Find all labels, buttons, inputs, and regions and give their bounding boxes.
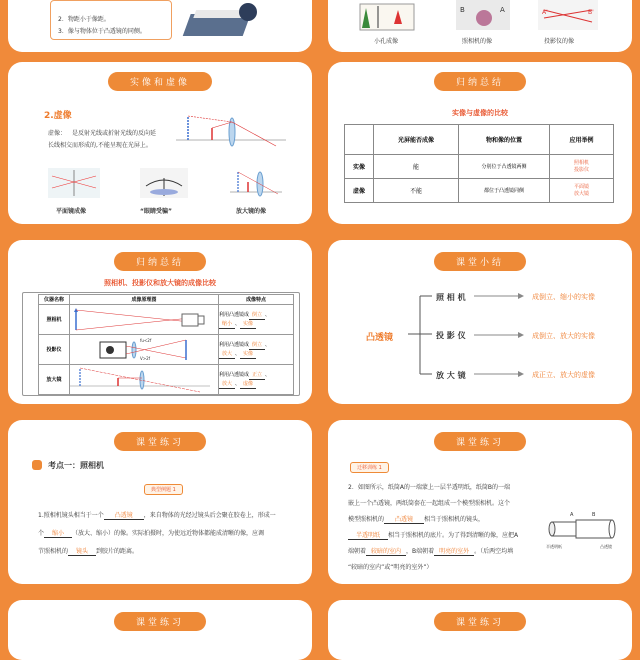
table-subtitle: 实像与虚像的比较 (452, 109, 508, 117)
projector-diagram-cell (70, 335, 219, 365)
camera-diagram-cell (70, 305, 219, 335)
table-header: 光屏能否成像 (374, 125, 459, 155)
virtual-desc-label: 虚像： (48, 130, 67, 137)
row-screen: 不能 (374, 179, 459, 203)
branch-camera-desc: 成倒立、缩小的实像 (532, 293, 595, 301)
table-header: 仪器名称 (39, 295, 70, 305)
svg-text:凸透镜: 凸透镜 (600, 544, 612, 549)
table-row (39, 305, 294, 335)
svg-text:V>2f: V>2f (140, 355, 151, 361)
magnifier-diagram-cell (70, 365, 219, 395)
branch-projector: 投 影 仪 (436, 331, 466, 340)
virtual-desc-line2: 长线相交而形成的,不能呈现在光屏上。 (48, 142, 152, 149)
svg-text:半透明纸: 半透明纸 (546, 544, 562, 549)
slide-title: 归纳总结 (434, 72, 526, 91)
q2-line-1: 2．如图所示，纸筒A的一端蒙上一层半透明纸，纸筒B的一端 (348, 484, 511, 491)
slide-exercise-4 (328, 600, 632, 660)
slide-title: 课堂练习 (434, 432, 526, 451)
row-examples: 平面镜 放大镜 (550, 179, 614, 203)
plane-mirror-image (48, 168, 100, 200)
magnifier-feature: 利用凸透镜成 正立 、 放大 、 虚像 (219, 365, 294, 395)
projector-ray-diagram (70, 336, 210, 362)
point-icon (32, 460, 42, 470)
table-row (345, 179, 614, 203)
svg-text:A: A (500, 6, 505, 14)
slide-title: 课堂练习 (114, 432, 206, 451)
pinhole-image (358, 0, 418, 34)
property-item-2: 2．物距小于像距。 (58, 16, 110, 23)
example-tag: 典型例题 1 (144, 484, 183, 495)
slide-virtual-image-properties (8, 0, 312, 52)
row-position: 都位于凸透镜同侧 (459, 179, 550, 203)
caption-projector: 投影仪的像 (544, 38, 575, 45)
slide-image-examples (328, 0, 632, 52)
svg-text:B: B (592, 512, 596, 518)
question-line-3: 节照相机的 镜头 到胶片的距离。 (38, 548, 139, 555)
branch-magnifier: 放 大 镜 (436, 371, 466, 380)
q2-line-2: 嵌上一个凸透镜，两纸筒套在一起组成一个模型照相机。这个 (348, 500, 511, 507)
q2-line-5: 端朝着 较暗的室内 ，B端朝着 明亮的室外 。（后两空均填 (348, 548, 514, 555)
table-header: 成像原理图 (70, 295, 219, 305)
point-heading: 考点一：照相机 (48, 461, 104, 470)
caption-magnifier: 放大镜的像 (236, 208, 267, 215)
question-line-2: 个 缩小 （放大、缩小）的像。实际拍摄时，为使远近物体都能成清晰的像，应调 (38, 530, 265, 537)
caption-plane-mirror: 平面镜成像 (56, 208, 87, 215)
table-subtitle: 照相机、投影仪和放大镜的成像比较 (104, 279, 216, 287)
model-camera-figure (546, 510, 624, 550)
svg-text:A: A (570, 512, 574, 518)
table-header: 物和像的位置 (459, 125, 550, 155)
table-header: 成像特点 (219, 295, 294, 305)
root-node: 凸透镜 (366, 333, 394, 343)
table-header: 应用举例 (550, 125, 614, 155)
slide-summary-real-virtual (328, 62, 632, 224)
camera-ray-diagram (70, 306, 210, 332)
q2-line-6: “较暗的室内”或“明亮的室外”） (348, 564, 433, 571)
slide-real-virtual-images (8, 62, 312, 224)
row-name: 实像 (345, 155, 374, 179)
slide-summary-instruments (8, 240, 312, 404)
projector-feature: 利用凸透镜成 倒立 、 放大 、 实像 (219, 335, 294, 365)
caption-eye-fooled: “眼睛受骗” (140, 208, 172, 215)
slide-title: 课堂练习 (114, 612, 206, 631)
camera-feature: 利用凸透镜成 倒立 、 缩小 、 实像 (219, 305, 294, 335)
virtual-desc-line1: 是反射光线或折射光线的反向延 (72, 130, 157, 137)
virtual-image-heading: 2.虚像 (44, 111, 72, 121)
magnifier-image (230, 168, 282, 200)
table-row (39, 335, 294, 365)
svg-text:B': B' (588, 9, 594, 16)
q2-line-3: 模型照相机的 凸透镜 相当于照相机的镜头， (348, 516, 485, 523)
caption-camera: 照相机的像 (462, 38, 493, 45)
q2-line-4: 半透明纸 相当于照相机的底片。为了得到清晰的像，应把A (348, 530, 518, 540)
caption-pinhole: 小孔成像 (374, 38, 399, 45)
slide-exercise-model-camera (328, 420, 632, 584)
svg-text:fu<2f: fu<2f (140, 337, 152, 343)
magnifier-book-image (188, 0, 278, 44)
camera-image (456, 0, 510, 34)
row-examples: 照相机 投影仪 (550, 155, 614, 179)
property-item-3: 3．像与物体位于凸透镜的同侧。 (58, 28, 146, 35)
svg-text:A': A' (542, 9, 548, 16)
svg-text:B: B (460, 6, 465, 14)
slide-exercise-3 (8, 600, 312, 660)
row-name: 照相机 (39, 305, 70, 335)
projector-image (538, 0, 598, 34)
branch-magnifier-desc: 成正立、放大的虚像 (532, 371, 595, 379)
question-line-1: 1.照相机镜头相当于一个 凸透镜 ，来自物体的光经过镜头后会聚在胶卷上，形成一 (38, 512, 276, 519)
slide-title: 归纳总结 (114, 252, 206, 271)
slide-class-summary (328, 240, 632, 404)
row-name: 虚像 (345, 179, 374, 203)
comparison-table (344, 124, 614, 203)
slide-exercise-camera (8, 420, 312, 584)
branch-arrows (474, 292, 526, 382)
row-name: 放大镜 (39, 365, 70, 395)
slide-title: 课堂练习 (434, 612, 526, 631)
transfer-tag: 迁移训练 1 (350, 462, 389, 473)
branch-projector-desc: 成倒立、放大的实像 (532, 332, 595, 340)
slide-title: 课堂小结 (434, 252, 526, 271)
branch-camera: 照 相 机 (436, 293, 466, 302)
row-position: 分别位于凸透镜两侧 (459, 155, 550, 179)
virtual-image-ray-diagram (176, 112, 286, 152)
row-name: 投影仪 (39, 335, 70, 365)
eye-fooled-image (140, 168, 188, 200)
table-row (345, 155, 614, 179)
magnifier-ray-diagram (70, 366, 210, 392)
row-screen: 能 (374, 155, 459, 179)
instrument-table (38, 294, 294, 395)
table-row (39, 365, 294, 395)
table-header (345, 125, 374, 155)
slide-title: 实像和虚像 (108, 72, 212, 91)
